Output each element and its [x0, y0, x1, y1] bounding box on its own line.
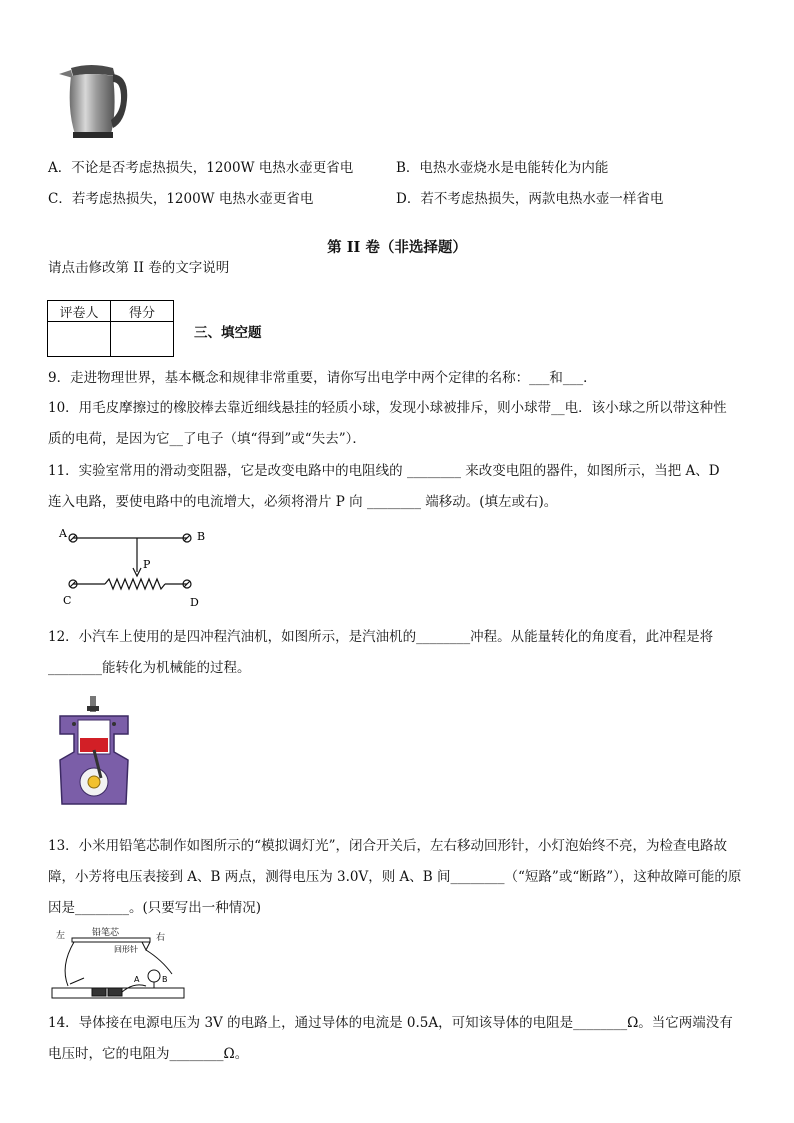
engine-diagram [54, 694, 134, 812]
label-pencil-core: 铅笔芯 [92, 928, 120, 938]
option-d: D．若不考虑热损失，两款电热水壶一样省电 [396, 191, 664, 207]
label-paper-clip: 回形针 [114, 945, 138, 954]
q11-line2: 连入电路，要使电路中的电流增大，必须将滑片 P 向 ________ 端移动。(填左或右)。 [48, 494, 558, 510]
pencil-circuit-diagram [50, 926, 190, 1002]
part2-title: 第 II 卷（非选择题） [327, 239, 467, 256]
label-left: 左 [56, 931, 66, 941]
label-b: B [197, 530, 206, 543]
label-point-a: A [134, 975, 140, 984]
q12-line2: ________能转化为机械能的过程。 [48, 660, 251, 676]
q13-line3: 因是________。(只要写出一种情况) [48, 900, 262, 916]
score-header-grader: 评卷人 [48, 301, 111, 322]
score-header-score: 得分 [111, 301, 174, 322]
part2-note: 请点击修改第 II 卷的文字说明 [48, 260, 230, 276]
option-b: B．电热水壶烧水是电能转化为内能 [396, 160, 609, 176]
label-right: 右 [156, 933, 166, 943]
q10-line2: 质的电荷，是因为它__了电子（填“得到”或“失去”）． [48, 431, 366, 447]
label-point-b: B [162, 975, 168, 984]
q9-text: 9．走进物理世界，基本概念和规律非常重要，请你写出电学中两个定律的名称：___和___． [48, 370, 597, 386]
label-d: D [190, 596, 199, 609]
score-cell-grader [48, 322, 111, 357]
label-c: C [63, 594, 72, 607]
q13-line1: 13．小米用铅笔芯制作如图所示的“模拟调灯光”，闭合开关后，左右移动回形针，小灯泡始终不亮，为检查电路故 [48, 838, 727, 854]
rheostat-diagram [55, 524, 215, 612]
label-a: A [59, 527, 67, 540]
kettle-image [55, 60, 131, 138]
score-table [47, 300, 174, 357]
label-p: P [143, 558, 151, 571]
q11-line1: 11．实验室常用的滑动变阻器，它是改变电路中的电阻线的 ________ 来改变电阻的器件，如图所示，当把 A、D [48, 463, 720, 479]
q12-line1: 12．小汽车上使用的是四冲程汽油机，如图所示，是汽油机的________冲程。从能量转化的角度看，此冲程是将 [48, 629, 714, 645]
q10-line1: 10．用毛皮摩擦过的橡胶棒去靠近细线悬挂的轻质小球，发现小球被排斥，则小球带__电．该小球之所以带这种性 [48, 400, 727, 416]
option-a: A．不论是否考虑热损失，1200W 电热水壶更省电 [48, 160, 354, 176]
section-title: 三、填空题 [194, 325, 262, 341]
option-c: C．若考虑热损失，1200W 电热水壶更省电 [48, 191, 314, 207]
q13-line2: 障，小芳将电压表接到 A、B 两点，测得电压为 3.0V，则 A、B 间________（“短路”或“断路”），这种故障可能的原 [48, 869, 742, 885]
q14-line1: 14．导体接在电源电压为 3V 的电路上，通过导体的电流是 0.5A，可知该导体的电阻是________Ω。当它两端没有 [48, 1015, 733, 1031]
score-cell-score [111, 322, 174, 357]
q14-line2: 电压时，它的电阻为________Ω。 [48, 1046, 249, 1062]
